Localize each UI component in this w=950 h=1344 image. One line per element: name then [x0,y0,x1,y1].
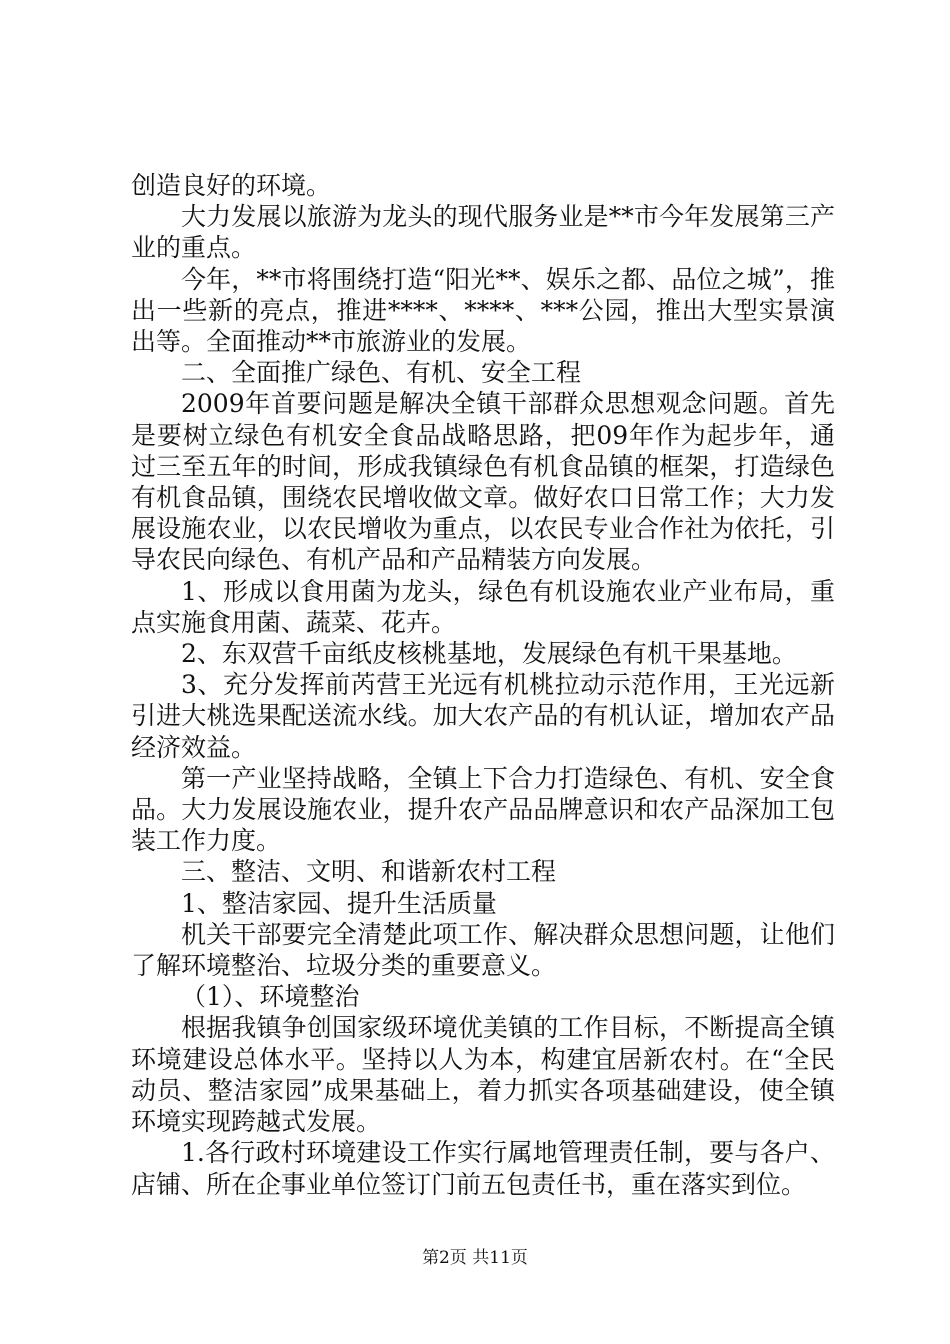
list-item: 3、充分发挥前芮营王光远有机桃拉动示范作用，王光远新引进大桃选果配送流水线。加大农产品的有机认证，增加农产品经济效益。 [131,670,835,762]
page-footer: 第2页 共11页 [422,1248,528,1268]
paragraph: 大力发展以旅游为龙头的现代服务业是**市今年发展第三产业的重点。 [131,202,835,263]
paragraph: 今年，**市将围绕打造“阳光**、娱乐之都、品位之城”，推出一些新的亮点，推进****、****、***公园，推出大型实景演出等。全面推动**市旅游业的发展。 [131,264,835,357]
section-heading: 三、整洁、文明、和谐新农村工程 [181,857,557,887]
list-item: 1、形成以食用菌为龙头，绿色有机设施农业产业布局，重点实施食用菌、蔬菜、花卉。 [131,576,835,637]
list-item: 1.各行政村环境建设工作实行属地管理责任制，要与各户、店铺、所在企事业单位签订门前五包责任书，重在落实到位。 [131,1138,835,1199]
paragraph: 机关干部要完全清楚此项工作、解决群众思想问题，让他们了解环境整治、垃圾分类的重要意义。 [131,919,835,981]
paragraph: 根据我镇争创国家级环境优美镇的工作目标，不断提高全镇环境建设总体水平。坚持以人为本，构建宜居新农村。在“全民动员、整洁家园”成果基础上，着力抓实各项基础建设，使全镇环境实现跨越式发展。 [131,1013,835,1137]
paragraph: 第一产业坚持战略，全镇上下合力打造绿色、有机、安全食品。大力发展设施农业，提升农产品品牌意识和农产品深加工包装工作力度。 [131,763,835,856]
document-body [131,170,835,1200]
paragraph: 创造良好的环境。 [131,171,332,200]
subsection-heading: 1、整洁家园、提升生活质量 [181,888,497,918]
paragraph: 2009年首要问题是解决全镇干部群众思想观念问题。首先是要树立绿色有机安全食品战略思路，把09年作为起步年，通过三至五年的时间，形成我镇绿色有机食品镇的框架，打造绿色有机食品镇，围绕农民增收做文章。做好农口日常工作；大力发展设施农业，以农民增收为重点，以农民专业合作社为依托，引导农民向绿色、有机产品和产品精装方向发展。 [131,389,835,575]
subsection-heading: （1）、环境整治 [181,982,360,1012]
list-item: 2、东双营千亩纸皮核桃基地，发展绿色有机干果基地。 [181,639,797,669]
section-heading: 二、全面推广绿色、有机、安全工程 [181,358,582,388]
